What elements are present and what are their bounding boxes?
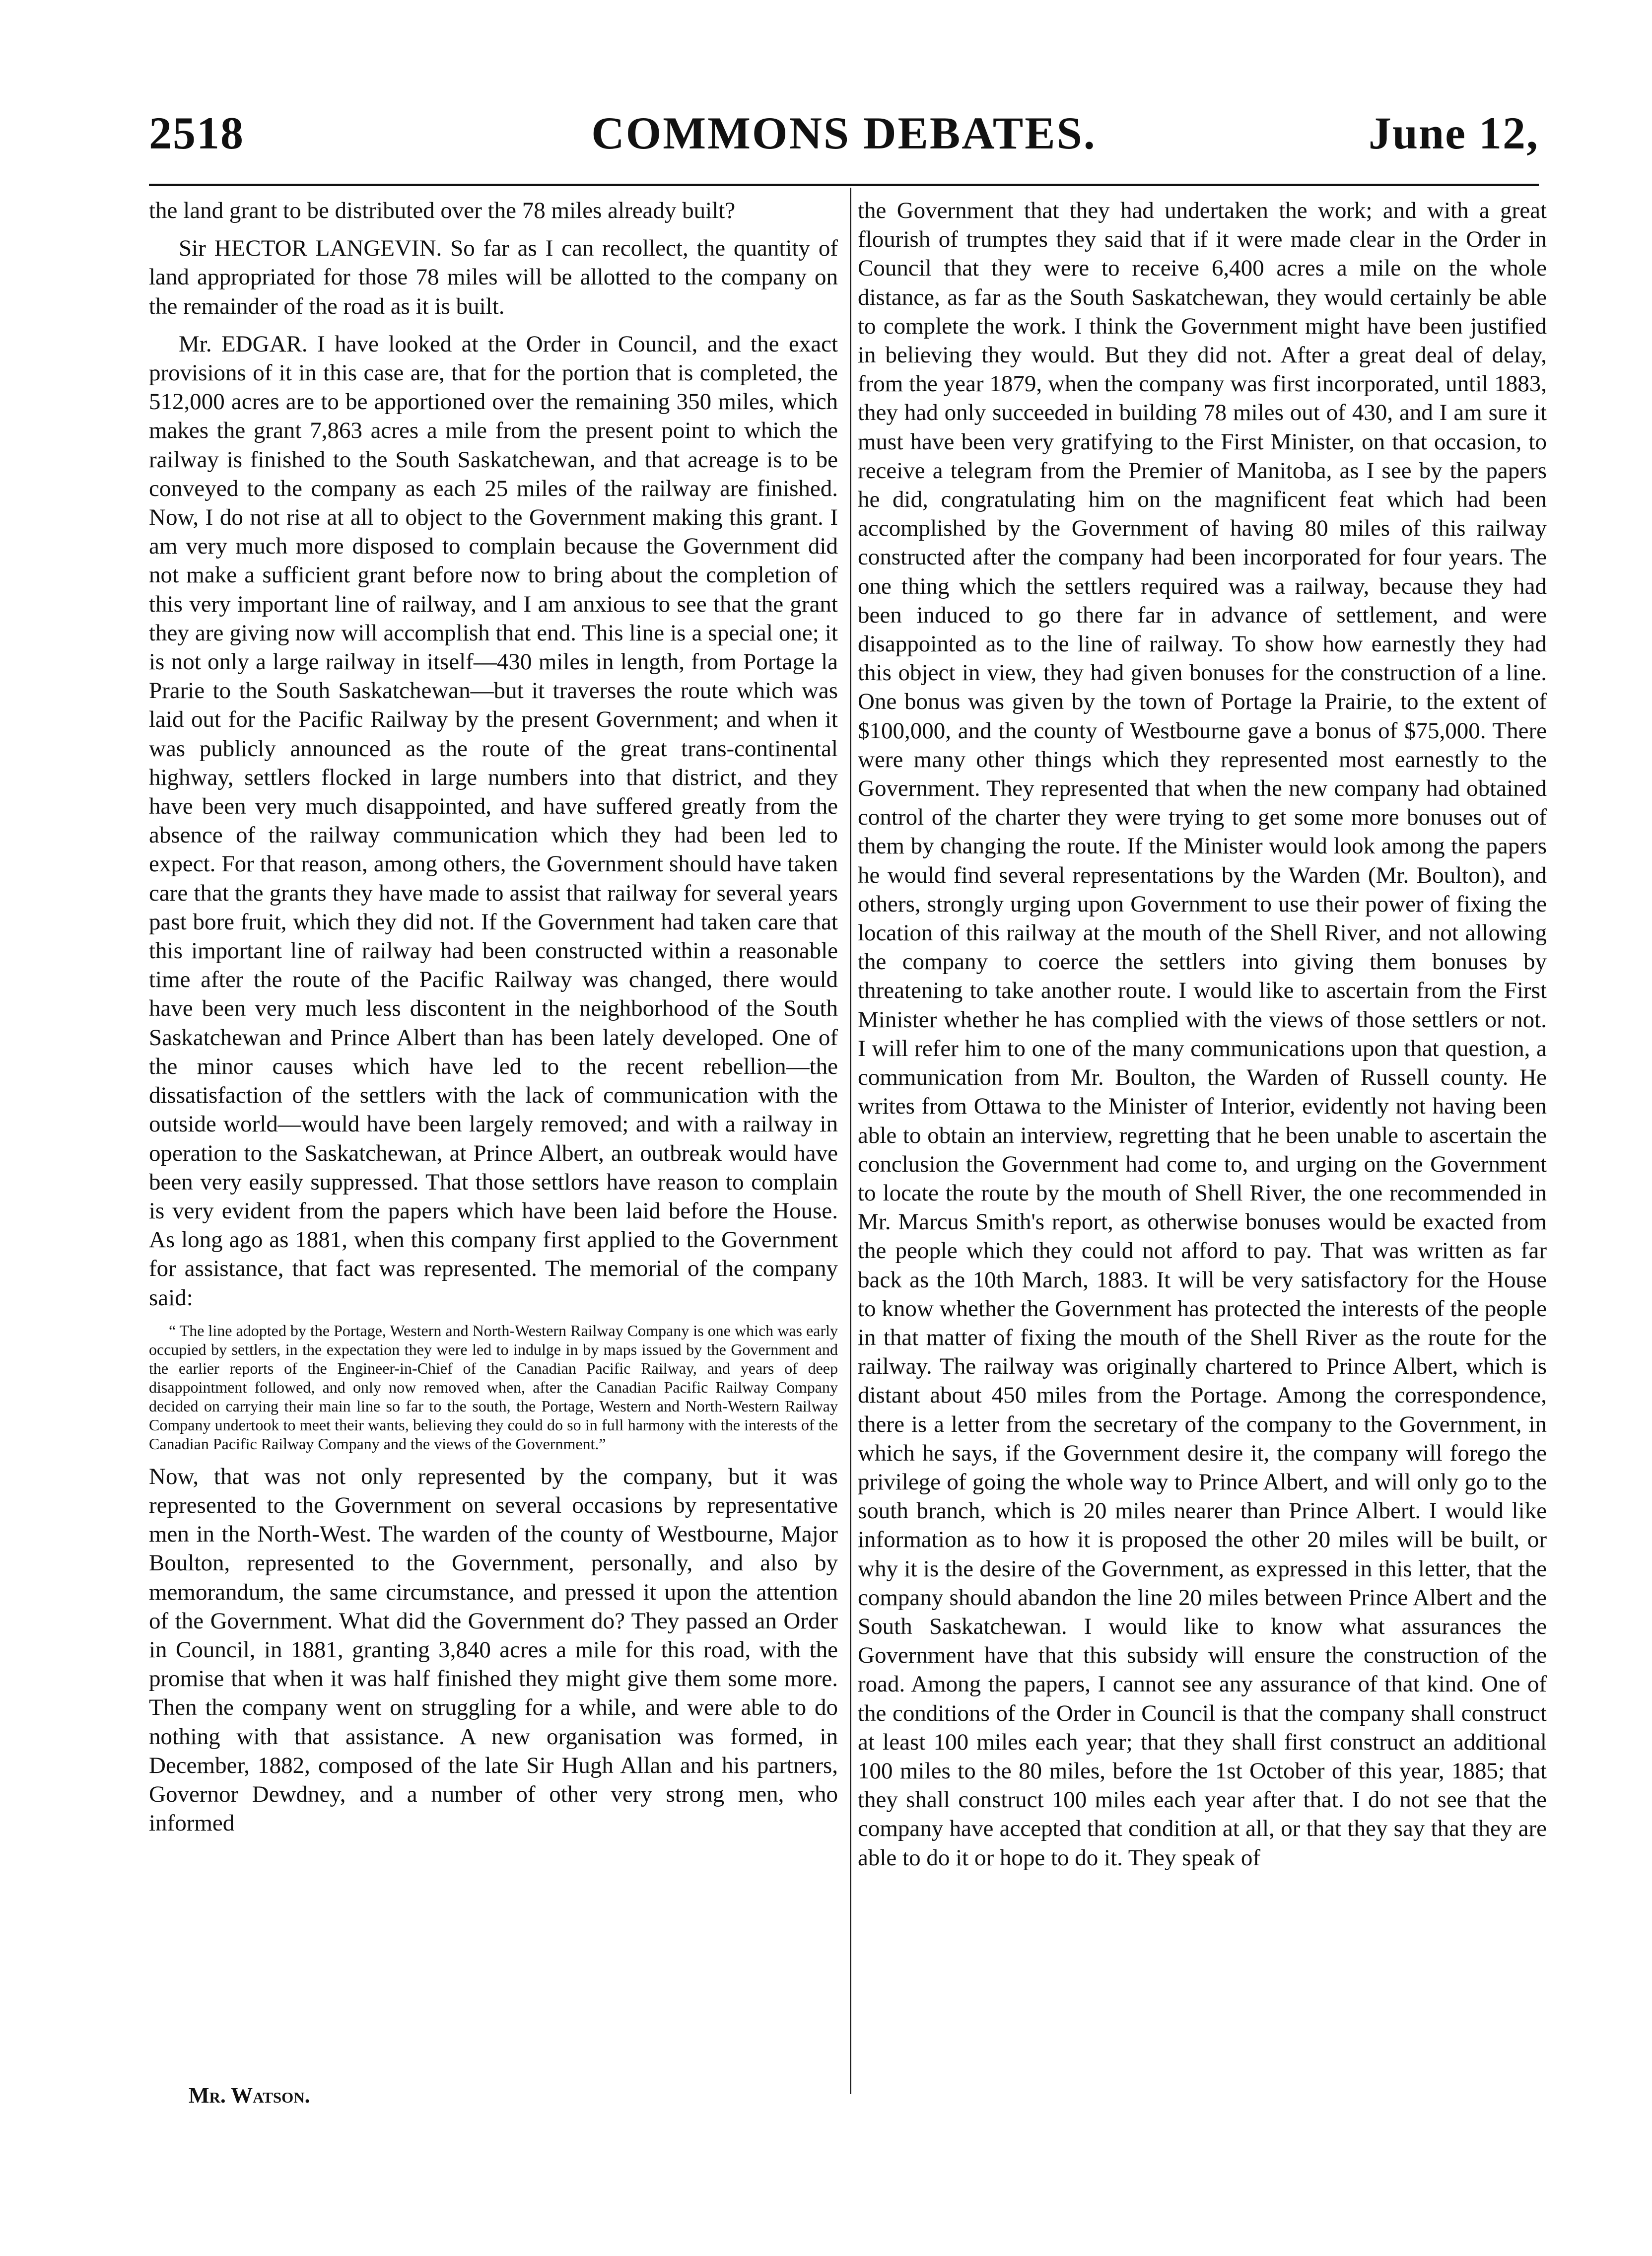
paragraph — [149, 330, 838, 1312]
paragraph: the Government that they had undertaken the work; and with a great flourish of trumptes they said that if it were made clear in the Order in Council that they were to receive 6,400 acres a mile on the whole distance, as far as the South Saskatchewan, they would certainly be able to complete the work. I think the Government might have been justified in believing they would. But they did not. After a great deal of delay, from the year 1879, when the company was first incorporated, until 1883, they had only succeeded in building 78 miles out of 430, and I am sure it must have been very gratifying to the First Minister, on that occasion, to receive a telegram from the Premier of Manitoba, as I see by the papers he did, congratulating him on the magnificent feat which had been accomplished by the Government of having 80 miles of this railway constructed after the company had been incorporated for four years. The one thing which the settlers required was a railway, because they had been induced to go there far in advance of settlement, and were disappointed as to the line of railway. To show how earnestly they had this object in view, they had given bonuses for the construction of a line. One bonus was given by the town of Portage la Prairie, to the extent of $100,000, and the county of Westbourne gave a bonus of $75,000. There were many other things which they represented most earnestly to the Government. They represented that when the new company had obtained control of the charter they were trying to get some more bonuses out of them by changing the route. If the Minister would look among the papers he would find several representations by the Warden (Mr. Boulton), and others, strongly urging upon Government to use their power of fixing the location of this railway at the mouth of the Shell River, and not allowing the company to coerce the settlers into giving them bonuses by threatening to take another route. I would like to ascertain from the First Minister whether he has complied with the views of those settlers or not. I will refer him to one of the many communications upon that question, a communication from Mr. Boulton, the Warden of Russell county. He writes from Ottawa to the Minister of Interior, evidently not having been able to obtain an interview, regretting that he been unable to ascertain the conclusion the Government had come to, and urging on the Government to locate the route by the mouth of Shell River, the one recommended in Mr. Marcus Smith's report, as otherwise bonuses would be exacted from the people which they could not afford to pay. That was written as far back as the 10th March, 1883. It will be very satisfactory for the House to know whether the Government has protected the interests of the people in that matter of fixing the mouth of the Shell River as the route for the railway. The railway was originally chartered to Prince Albert, which is distant about 450 miles from the Portage. Among the correspondence, there is a letter from the secretary of the company to the Government, in which he says, if the Government desire it, the company will forego the privilege of going the whole way to Prince Albert, and will only go to the south branch, which is 20 miles nearer than Prince Albert. I would like information as to how it is proposed the other 20 miles will be built, or why it is the desire of the Government, as expressed in this letter, that the company should abandon the line 20 miles between Prince Albert and the South Saskatchewan. I would like to know what assurances the Government have that this subsidy will ensure the construction of the road. Among the papers, I cannot see any assurance of that kind. One of the conditions of the Order in Council is that the company shall construct at least 100 miles each year; that they shall first construct an additional 100 miles to the 80 miles, before the 1st October of this year, 1885; that they shall construct 100 miles each year after that. I do not see that the company have accepted that condition at all, or that they say that they are able to do it or hope to do it. They speak of — [858, 198, 1547, 1871]
left-column — [149, 196, 838, 1837]
quote-text: “ The line adopted by the Portage, Western and North-Western Railway Company is one which was early occupied by settlers, in the expectation they were led to indulge in by maps issued by the Government and the earlier reports of the Engineer-in-Chief of the Canadian Pacific Railway, and years of deep disappointment followed, and only now removed when, after the Canadian Pacific Railway Company decided on carrying their main line so far to the south, the Portage, Western and North-Western Railway Company undertook to meet their wants, believing they could do so in full harmony with the interests of the Canadian Pacific Railway Company and the views of the Government.” — [149, 1321, 838, 1453]
page-header — [149, 107, 1539, 171]
header-rule — [149, 184, 1539, 186]
right-column — [858, 196, 1547, 1872]
paragraph — [149, 234, 838, 321]
column-divider — [850, 188, 851, 2094]
speaker-name: Sir HECTOR LANGEVIN. — [179, 235, 442, 262]
footer-speaker-tag: Mr. Watson. — [189, 2083, 310, 2108]
block-quote — [149, 1321, 838, 1453]
paragraph: the land grant to be distributed over the 78 miles already built? — [149, 198, 736, 223]
page-number: 2518 — [149, 108, 244, 158]
speech-text: So far as I can recollect, the quantity of land appropriated for those 78 miles will be allotted to the company on the remainder of the road as it is built. — [149, 235, 838, 319]
speaker-name: Mr. EDGAR. — [179, 331, 308, 357]
speech-text: I have looked at the Order in Council, and the exact provisions of it in this case are, that for the portion that is completed, the 512,000 acres are to be apportioned over the remaining 350 miles, which makes the grant 7,863 acres a mile from the present point to which the railway is finished to the South Saskatchewan, and that acreage is to be conveyed to the company as each 25 miles of the railway are finished. Now, I do not rise at all to object to the Government making this grant. I am very much more disposed to complain because the Government did not make a sufficient grant before now to bring about the completion of this very important line of railway, and I am anxious to see that the grant they are giving now will accomplish that end. This line is a special one; it is not only a large railway in itself—430 miles in length, from Portage la Prarie to the South Saskatchewan—but it traverses the route which was laid out for the Pacific Railway by the present Government; and when it was publicly announced as the route of the great trans-continental highway, settlers flocked in large numbers into that district, and they have been very much disappointed, and have suffered greatly from the absence of the railway communication which they had been led to expect. For that reason, among others, the Government should have taken care that the grants they have made to assist that railway for several years past bore fruit, which they did not. If the Government had taken care that this important line of railway had been constructed within a reasonable time after the route of the Pacific Railway was changed, there would have been very much less discontent in the neighborhood of the South Saskatchewan and Prince Albert than has been lately developed. One of the minor causes which have led to the recent rebellion—the dissatisfaction of the settlers with the lack of communication with the outside world—would have been largely removed; and with a railway in operation to the Saskatchewan, at Prince Albert, an outbreak would have been very easily suppressed. That those settlors have reason to complain is very evident from the papers which have been laid before the House. As long ago as 1881, when this company first applied to the Government for assistance, that fact was represented. The memorial of the company said: — [149, 331, 838, 1311]
paragraph: Now, that was not only represented by the company, but it was represented to the Government on several occasions by representative men in the North-West. The warden of the county of Westbourne, Major Boulton, represented to the Government, personally, and also by memorandum, the same circumstance, and pressed it upon the attention of the Government. What did the Government do? They passed an Order in Council, in 1881, granting 3,840 acres a mile for this road, with the promise that when it was half finished they might give them some more. Then the company went on struggling for a while, and were able to do nothing with that assistance. A new organisation was formed, in December, 1882, composed of the late Sir Hugh Allan and his partners, Governor Dewdney, and a number of other very strong men, who informed — [149, 1463, 838, 1836]
publication-title: COMMONS DEBATES. — [591, 108, 1097, 158]
page-date: June 12, — [1368, 108, 1539, 158]
